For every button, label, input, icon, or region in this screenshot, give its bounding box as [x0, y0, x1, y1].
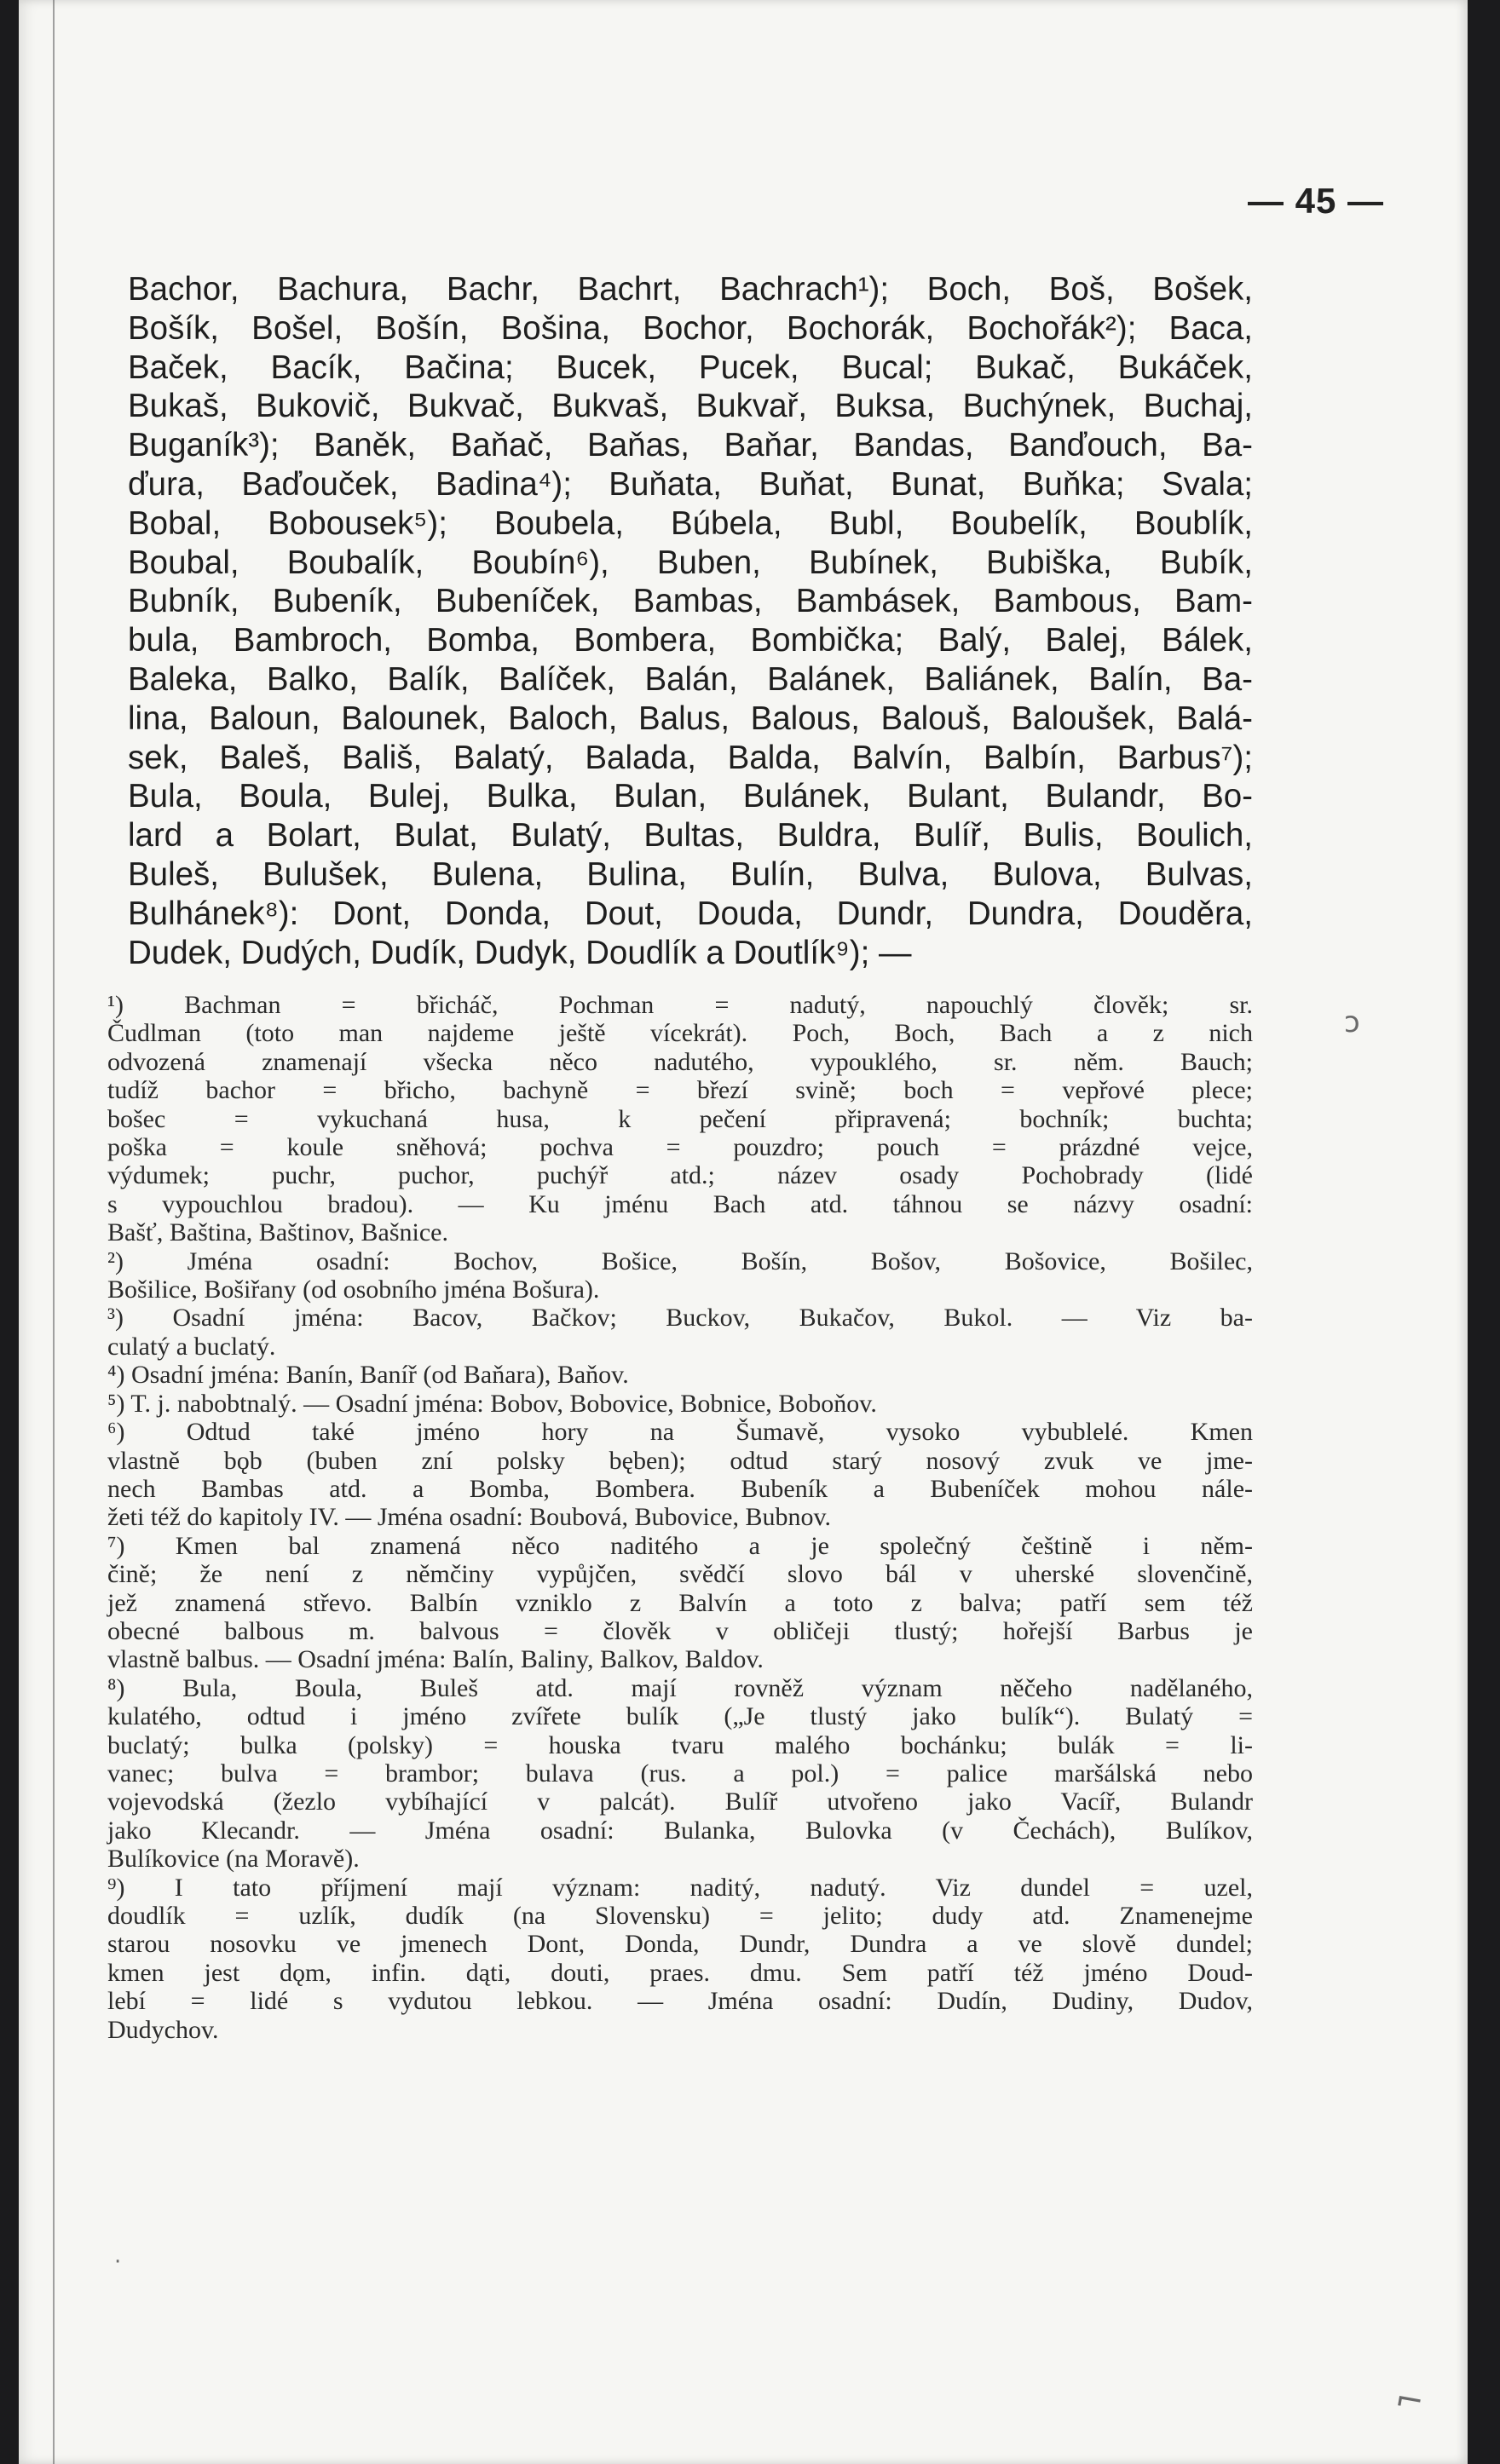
body-line: Bubník, Bubeník, Bubeníček, Bambas, Bambásek, Bambous, Bam- — [128, 583, 1253, 620]
footnote-line: nech Bambas atd. a Bomba, Bombera. Bubeník a Bubeníček mohou nále- — [107, 1474, 1253, 1503]
footnote-line: Dudychov. — [107, 2015, 219, 2044]
body-line: Buganík³); Baněk, Baňač, Baňas, Baňar, Bandas, Banďouch, Ba- — [128, 427, 1253, 464]
footnote-line: ¹) Bachman = břicháč, Pochman = nadutý, napouchlý člověk; sr. — [107, 991, 1253, 1019]
body-line: Bobal, Bobousek⁵); Boubela, Búbela, Bubl, Boubelík, Boublík, — [128, 504, 1253, 542]
body-line: lina, Baloun, Balounek, Baloch, Balus, Balous, Balouš, Baloušek, Balá- — [128, 699, 1253, 737]
footnote-line: ⁸) Bula, Boula, Buleš atd. mají rovněž význam něčeho nadělaného, — [107, 1673, 1253, 1702]
footnote-line: culatý a buclatý. — [107, 1332, 276, 1361]
footnote-line: jež znamená střevo. Balbín vzniklo z Balvín a toto z balva; patří sem též — [107, 1588, 1253, 1617]
footnote-line: ⁹) I tato příjmení mají význam: naditý, nadutý. Viz dundel = uzel, — [107, 1873, 1253, 1902]
page-number: — 45 — — [1247, 181, 1384, 221]
body-line: Baleka, Balko, Balík, Balíček, Balán, Balánek, Baliánek, Balín, Ba- — [128, 660, 1253, 698]
footnote-line: ²) Jména osadní: Bochov, Bošice, Bošín, Bošov, Bošovice, Bošilec, — [107, 1246, 1253, 1275]
footnote-line: starou nosovku ve jmenech Dont, Donda, Dundr, Dundra a ve slově dundel; — [107, 1930, 1253, 1959]
body-line: Bachor, Bachura, Bachr, Bachrt, Bachrach¹); Boch, Boš, Bošek, — [128, 271, 1253, 308]
footnote-line: obecné balbous m. balvous = člověk v obličeji tlustý; hořejší Barbus je — [107, 1616, 1253, 1645]
footnote-line: tudíž bachor = břicho, bachyně = březí svině; boch = vepřové plece; — [107, 1076, 1253, 1105]
body-line: Boubal, Boubalík, Boubín⁶), Buben, Bubínek, Bubiška, Bubík, — [128, 544, 1253, 581]
pencil-mark-glyph: ɔ — [1344, 1005, 1360, 1039]
body-line: bula, Bambroch, Bomba, Bombera, Bombička; Balý, Balej, Bálek, — [128, 622, 1253, 659]
footnote-line: žeti též do kapitoly IV. — Jména osadní: Boubová, Bubovice, Bubnov. — [107, 1503, 832, 1532]
footnote-line: Čudlman (toto man najdeme ještě vícekrát). Poch, Boch, Bach a z nich — [107, 1019, 1253, 1048]
body-line: sek, Baleš, Bališ, Balatý, Balada, Balda, Balvín, Balbín, Barbus⁷); — [128, 739, 1253, 776]
book-page — [19, 0, 1468, 2464]
body-line: Bukaš, Bukovič, Bukvač, Bukvaš, Bukvař, Buksa, Buchýnek, Buchaj, — [128, 388, 1253, 425]
footnote-line: poška = koule sněhová; pochva = pouzdro; pouch = prázdné vejce, — [107, 1133, 1253, 1162]
footnote-line: kulatého, odtud i jméno zvířete bulík („Je tlustý jako bulík“). Bulatý = — [107, 1702, 1253, 1731]
body-line: Dudek, Dudých, Dudík, Dudyk, Doudlík a Doutlík⁹); — — [128, 934, 912, 971]
main-text — [128, 270, 1253, 972]
body-line: Baček, Bacík, Bačina; Bucek, Pucek, Bucal; Bukač, Bukáček, — [128, 348, 1253, 386]
dot-mark-glyph: · — [114, 2249, 122, 2275]
footnote-line: ⁴) Osadní jména: Banín, Baníř (od Baňara), Baňov. — [107, 1361, 629, 1390]
footnote-line: buclatý; bulka (polsky) = houska tvaru malého bochánku; bulák = li- — [107, 1730, 1253, 1759]
footnote-line: ⁷) Kmen bal znamená něco naditého a je společný češtině i něm- — [107, 1531, 1253, 1560]
body-line: Bošík, Bošel, Bošín, Bošina, Bochor, Bochorák, Bochořák²); Baca, — [128, 309, 1253, 347]
footnote-line: jako Klecandr. — Jména osadní: Bulanka, Bulovka (v Čechách), Bulíkov, — [107, 1816, 1253, 1845]
footnote-line: Bašť, Baština, Baštinov, Bašnice. — [107, 1218, 448, 1247]
page-edge-line — [53, 0, 55, 2464]
body-line: Bula, Boula, Bulej, Bulka, Bulan, Bulánek, Bulant, Bulandr, Bo- — [128, 778, 1253, 815]
body-line: Buleš, Bulušek, Bulena, Bulina, Bulín, Bulva, Bulova, Bulvas, — [128, 855, 1253, 893]
footnotes — [107, 991, 1253, 2044]
footnote-line: Bošilice, Bošiřany (od osobního jména Bošura). — [107, 1275, 600, 1304]
body-line: Bulhánek⁸): Dont, Donda, Dout, Douda, Dundr, Dundra, Douděra, — [128, 895, 1253, 932]
footnote-line: vanec; bulva = brambor; bulava (rus. a pol.) = palice maršálská nebo — [107, 1759, 1253, 1788]
footnote-line: vlastně balbus. — Osadní jména: Balín, Baliny, Balkov, Baldov. — [107, 1645, 764, 1674]
footnote-line: vlastně bǫb (buben zní polsky bęben); odtud starý nosový zvuk ve jme- — [107, 1446, 1253, 1475]
footnote-line: výdumek; puchr, puchor, puchýř atd.; název osady Pochobrady (lidé — [107, 1161, 1253, 1190]
footnote-line: Bulíkovice (na Moravě). — [107, 1845, 360, 1874]
footnote-line: lebí = lidé s vydutou lebkou. — Jména osadní: Dudín, Dudiny, Dudov, — [107, 1987, 1253, 2016]
footnote-line: bošec = vykuchaná husa, k pečení připravená; bochník; buchta; — [107, 1104, 1253, 1133]
footnote-line: vojevodská (žezlo vybíhající v palcát). Bulíř utvořeno jako Vacíř, Bulandr — [107, 1788, 1253, 1816]
footnote-line: ⁶) Odtud také jméno hory na Šumavě, vysoko vybublelé. Kmen — [107, 1418, 1253, 1447]
pencil-mark-squiggle: ⌐ — [1392, 2379, 1428, 2423]
footnote-line: čině; že není z němčiny vypůjčen, svědčí slovo bál v uherské slovenčině, — [107, 1560, 1253, 1589]
footnote-line: doudlík = uzlík, dudík (na Slovensku) = jelito; dudy atd. Znamenejme — [107, 1902, 1253, 1930]
body-line: ďura, Baďouček, Badina⁴); Buňata, Buňat, Bunat, Buňka; Svala; — [128, 465, 1253, 503]
footnote-line: odvozená znamenají všecka něco nadutého, vypouklého, sr. něm. Bauch; — [107, 1047, 1253, 1076]
footnote-line: ³) Osadní jména: Bacov, Bačkov; Buckov, Bukačov, Bukol. — Viz ba- — [107, 1304, 1253, 1333]
footnote-line: s vypouchlou bradou). — Ku jménu Bach atd. táhnou se názvy osadní: — [107, 1189, 1253, 1218]
footnote-line: ⁵) T. j. nabobtnalý. — Osadní jména: Bobov, Bobovice, Bobnice, Boboňov. — [107, 1389, 877, 1418]
footnote-line: kmen jest dǫm, infin. dąti, douti, praes. dmu. Sem patří též jméno Doud- — [107, 1958, 1253, 1987]
body-line: lard a Bolart, Bulat, Bulatý, Bultas, Buldra, Bulíř, Bulis, Boulich, — [128, 817, 1253, 855]
